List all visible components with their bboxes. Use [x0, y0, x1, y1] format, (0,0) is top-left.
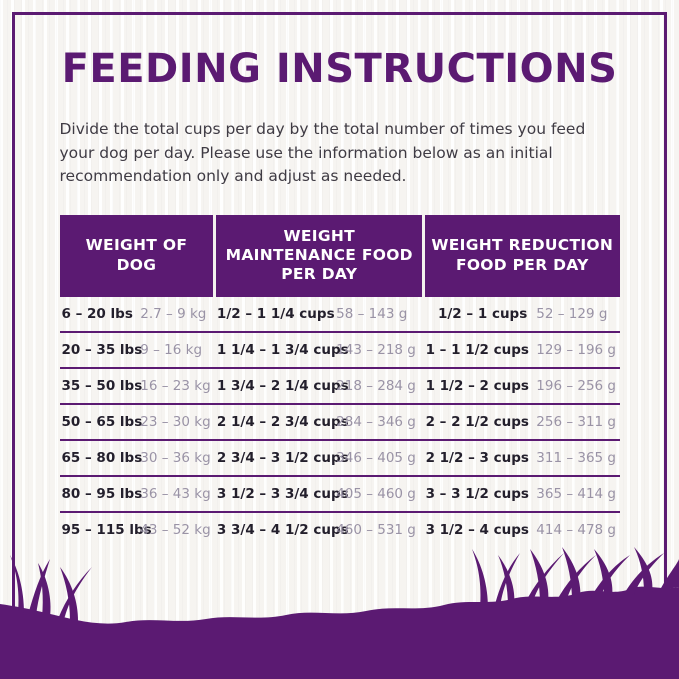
cell-maintenance-cups: 1 1/4 – 1 3/4 cups — [215, 332, 334, 368]
cell-weight-kg: 16 – 23 kg — [138, 368, 215, 404]
cell-weight-lbs: 35 – 50 lbs — [60, 368, 139, 404]
cell-maintenance-grams: 405 – 460 g — [334, 476, 423, 512]
cell-reduction-cups: 3 1/2 – 4 cups — [425, 521, 529, 538]
column-header-weight-of-dog: WEIGHT OF DOG — [60, 215, 215, 297]
cell-reduction-cups: 1 1/2 – 2 cups — [424, 368, 535, 404]
table-body — [60, 297, 620, 547]
cell-maintenance-grams: 460 – 531 g — [336, 521, 416, 538]
cell-weight-kg: 30 – 36 kg — [138, 440, 215, 476]
cell-reduction-cups: 2 1/2 – 3 cups — [424, 440, 535, 476]
column-header-weight-maintenance: WEIGHT MAINTENANCE FOOD PER DAY — [215, 215, 424, 297]
table-row — [60, 512, 620, 547]
cell-maintenance-cups: 1/2 – 1 1/4 cups — [215, 297, 334, 332]
cell-weight-kg: 36 – 43 kg — [138, 476, 215, 512]
cell-weight-lbs: 80 – 95 lbs — [60, 476, 139, 512]
cell-maintenance-grams: 143 – 218 g — [334, 332, 423, 368]
cell-reduction-cups: 1 – 1 1/2 cups — [424, 332, 535, 368]
cell-maintenance-cups: 3 3/4 – 4 1/2 cups — [216, 521, 349, 538]
cell-maintenance-cups: 2 3/4 – 3 1/2 cups — [215, 440, 334, 476]
cell-maintenance-cups: 2 1/4 – 2 3/4 cups — [215, 404, 334, 440]
table-row — [60, 368, 620, 404]
cell-maintenance-grams: 58 – 143 g — [334, 297, 423, 332]
cell-reduction-cups: 2 – 2 1/2 cups — [424, 404, 535, 440]
table-row — [60, 404, 620, 440]
cell-reduction-grams: 365 – 414 g — [534, 476, 619, 512]
intro-paragraph: Divide the total cups per day by the total number of times you feed your dog per day. Please use the information below as an initial recommendation only and adjust as needed. — [59, 120, 586, 186]
cell-reduction-cups: 3 – 3 1/2 cups — [424, 476, 535, 512]
column-header-weight-reduction: WEIGHT REDUCTION FOOD PER DAY — [424, 215, 620, 297]
cell-reduction-grams: 414 – 478 g — [536, 521, 616, 538]
table-row — [60, 476, 620, 512]
table-row — [60, 440, 620, 476]
table-header-row — [60, 215, 620, 297]
table-row — [60, 332, 620, 368]
cell-weight-lbs: 20 – 35 lbs — [60, 332, 139, 368]
table-row — [60, 297, 620, 332]
cell-weight-lbs: 95 – 115 lbs — [61, 521, 152, 538]
cell-maintenance-grams: 284 – 346 g — [334, 404, 423, 440]
cell-reduction-grams: 129 – 196 g — [534, 332, 619, 368]
cell-weight-lbs: 6 – 20 lbs — [60, 297, 139, 332]
cell-weight-kg: 43 – 52 kg — [140, 521, 211, 538]
cell-weight-kg: 23 – 30 kg — [138, 404, 215, 440]
cell-weight-kg: 2.7 – 9 kg — [138, 297, 215, 332]
cell-reduction-grams: 196 – 256 g — [534, 368, 619, 404]
feeding-table — [60, 215, 620, 547]
cell-weight-lbs: 65 – 80 lbs — [60, 440, 139, 476]
cell-maintenance-grams: 218 – 284 g — [334, 368, 423, 404]
table-header — [60, 215, 620, 297]
cell-reduction-grams: 52 – 129 g — [534, 297, 619, 332]
cell-weight-kg: 9 – 16 kg — [138, 332, 215, 368]
page-title: FEEDING INSTRUCTIONS — [61, 46, 618, 92]
cell-reduction-grams: 311 – 365 g — [534, 440, 619, 476]
cell-maintenance-grams: 346 – 405 g — [334, 440, 423, 476]
cell-weight-lbs: 50 – 65 lbs — [60, 404, 139, 440]
cell-maintenance-cups: 3 1/2 – 3 3/4 cups — [215, 476, 334, 512]
cell-maintenance-cups: 1 3/4 – 2 1/4 cups — [215, 368, 334, 404]
cell-reduction-grams: 256 – 311 g — [534, 404, 619, 440]
cell-reduction-cups: 1/2 – 1 cups — [424, 297, 535, 332]
